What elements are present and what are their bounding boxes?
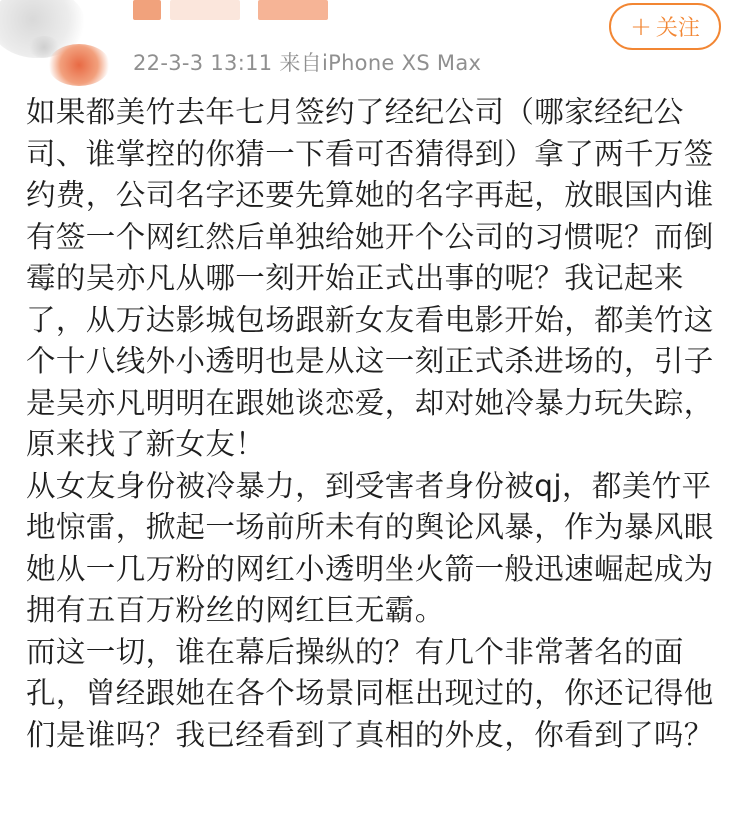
follow-button[interactable] [609,3,721,50]
post-paragraph: 从女友身份被冷暴力，到受害者身份被qj，都美竹平地惊雷，掀起一场前所未有的舆论风暴，作为暴风眼她从一几万粉的网红小透明坐火箭一般迅速崛起成为拥有五百万粉丝的网红巨无霸。 [26,468,714,627]
follow-label: 关注 [655,16,700,41]
username-redacted[interactable] [258,0,328,20]
post-time-source: 22-3-3 13:11 来自iPhone XS Max [133,51,482,75]
post-body [26,92,736,756]
avatar[interactable] [0,0,118,88]
watermark [596,766,716,796]
post-paragraph: 如果都美竹去年七月签约了经纪公司（哪家经纪公司、谁掌控的你猜一下看可否猜得到）拿了两千万签约费，公司名字还要先算她的名字再起，放眼国内谁有签一个网红然后单独给她开个公司的习惯呢？而倒霉的吴亦凡从哪一刻开始正式出事的呢？我记起来了，从万达影城包场跟新女友看电影开始，都美竹这个十八线外小透明也是从这一刻正式杀进场的，引子是吴亦凡明明在跟她谈恋爱，却对她冷暴力玩失踪，原来找了新女友！ [26,95,714,461]
username-redacted[interactable] [170,0,240,20]
post-paragraph: 而这一切，谁在幕后操纵的？有几个非常著名的面孔，曾经跟她在各个场景同框出现过的，你还记得他们是谁吗？我已经看到了真相的外皮，你看到了吗？ [26,634,714,752]
post-meta [133,47,481,77]
post-header [0,0,750,90]
avatar-blur [48,44,110,86]
username-redacted[interactable] [133,0,161,20]
plus-icon: + [630,11,652,42]
